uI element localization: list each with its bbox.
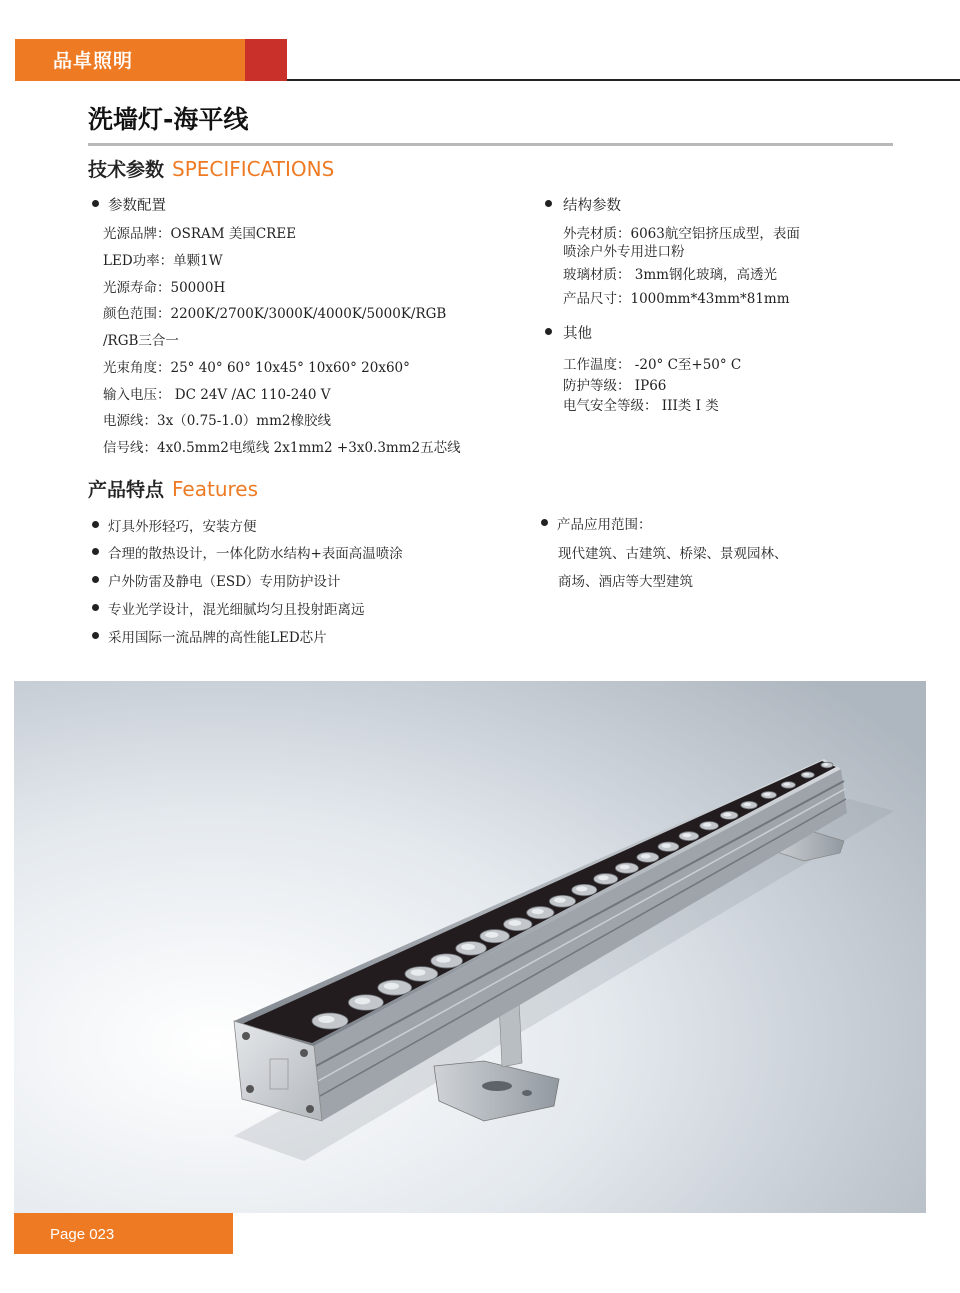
spec-line: /RGB三合一 [103,333,179,349]
application-line: 现代建筑、古建筑、桥梁、景观园林、 [558,546,788,562]
led-lens-highlight [531,909,543,914]
led-lens-highlight [724,813,732,817]
bullet-dot [545,200,552,207]
led-lens-highlight [619,865,629,870]
spec-line: 外壳材质：6063航空铝挤压成型，表面 [563,226,800,242]
spec-group-title: 其他 [563,326,592,342]
screw [306,1105,314,1113]
spec-group-title: 结构参数 [563,198,621,214]
led-lens-highlight [436,956,450,962]
led-lens-highlight [662,844,671,848]
led-lens-highlight [744,803,751,806]
bullet-dot [92,576,99,583]
spec-line: 光源寿命：50000H [103,280,226,296]
bullet-dot [92,604,99,611]
screw [246,1085,254,1093]
spec-line: 光源品牌：OSRAM 美国CREE [103,226,297,242]
spec-line: 电源线：3x（0.75-1.0）mm2橡胶线 [103,413,331,429]
spec-line: 喷涂户外专用进口粉 [563,244,685,260]
application-title: 产品应用范围： [557,517,652,533]
led-lens-highlight [784,783,790,786]
led-lens-highlight [411,969,426,976]
feature-item: 采用国际一流品牌的高性能LED芯片 [108,630,327,646]
specifications-heading-en: SPECIFICATIONS [172,157,335,181]
spec-group-title: 参数配置 [108,198,166,214]
brand-label: 品卓照明 [15,39,245,81]
led-lens-highlight [355,997,371,1004]
specifications-heading [88,155,334,182]
screw [242,1032,250,1040]
spec-line: 玻璃材质： 3mm钢化玻璃，高透光 [563,267,777,283]
led-lens-highlight [803,773,809,776]
led-lens-highlight [823,763,828,766]
led-lens-highlight [509,920,522,926]
header-rule [287,79,960,81]
application-line: 商场、酒店等大型建筑 [558,574,693,590]
led-lens-highlight [554,897,566,902]
bullet-dot [92,200,99,207]
led-lens-highlight [641,854,651,858]
led-lens-highlight [384,983,399,990]
spec-line: 颜色范围：2200K/2700K/3000K/4000K/5000K/RGB [103,306,447,322]
feature-item: 合理的散热设计，一体化防水结构+表面高温喷涂 [108,546,403,562]
screw [300,1049,308,1057]
feature-item: 户外防雷及静电（ESD）专用防护设计 [108,574,341,590]
spec-line: 信号线：4x0.5mm2电缆线 2x1mm2 +3x0.3mm2五芯线 [103,440,461,456]
spec-line: 光束角度：25° 40° 60° 10x45° 10x60° 20x60° [103,360,410,376]
led-lens-highlight [703,823,711,827]
spec-line: 工作温度： -20° C至+50° C [563,357,742,373]
product-photo [14,681,926,1213]
product-title: 洗墙灯-海平线 [88,105,249,134]
feature-item: 专业光学设计，混光细腻均匀且投射距离远 [108,602,365,618]
feature-item: 灯具外形轻巧，安装方便 [108,519,257,535]
title-rule [88,143,893,146]
brand-accent-block [245,39,287,81]
spec-line: 电气安全等级： III类 I 类 [563,398,719,414]
led-lens-highlight [576,886,587,891]
specifications-heading-cn: 技术参数 [88,159,165,181]
led-lens-highlight [598,875,609,880]
features-heading-en: Features [172,477,259,501]
spec-line: LED功率：单颗1W [103,253,223,269]
led-lens-highlight [485,932,498,938]
led-lens-highlight [318,1016,334,1023]
spec-line: 输入电压： DC 24V /AC 110-240 V [103,387,331,403]
led-lens-highlight [764,793,771,796]
spec-line: 产品尺寸：1000mm*43mm*81mm [563,291,790,307]
led-lens-highlight [683,833,692,837]
spec-line: 防护等级： IP66 [563,378,667,394]
features-heading [88,475,258,502]
bullet-dot [92,521,99,528]
bullet-dot [92,548,99,555]
led-lens-highlight [461,944,475,950]
features-heading-cn: 产品特点 [88,479,165,501]
bullet-dot [545,328,552,335]
page-number: Page 023 [14,1213,233,1254]
bullet-dot [92,632,99,639]
bullet-dot [541,519,548,526]
